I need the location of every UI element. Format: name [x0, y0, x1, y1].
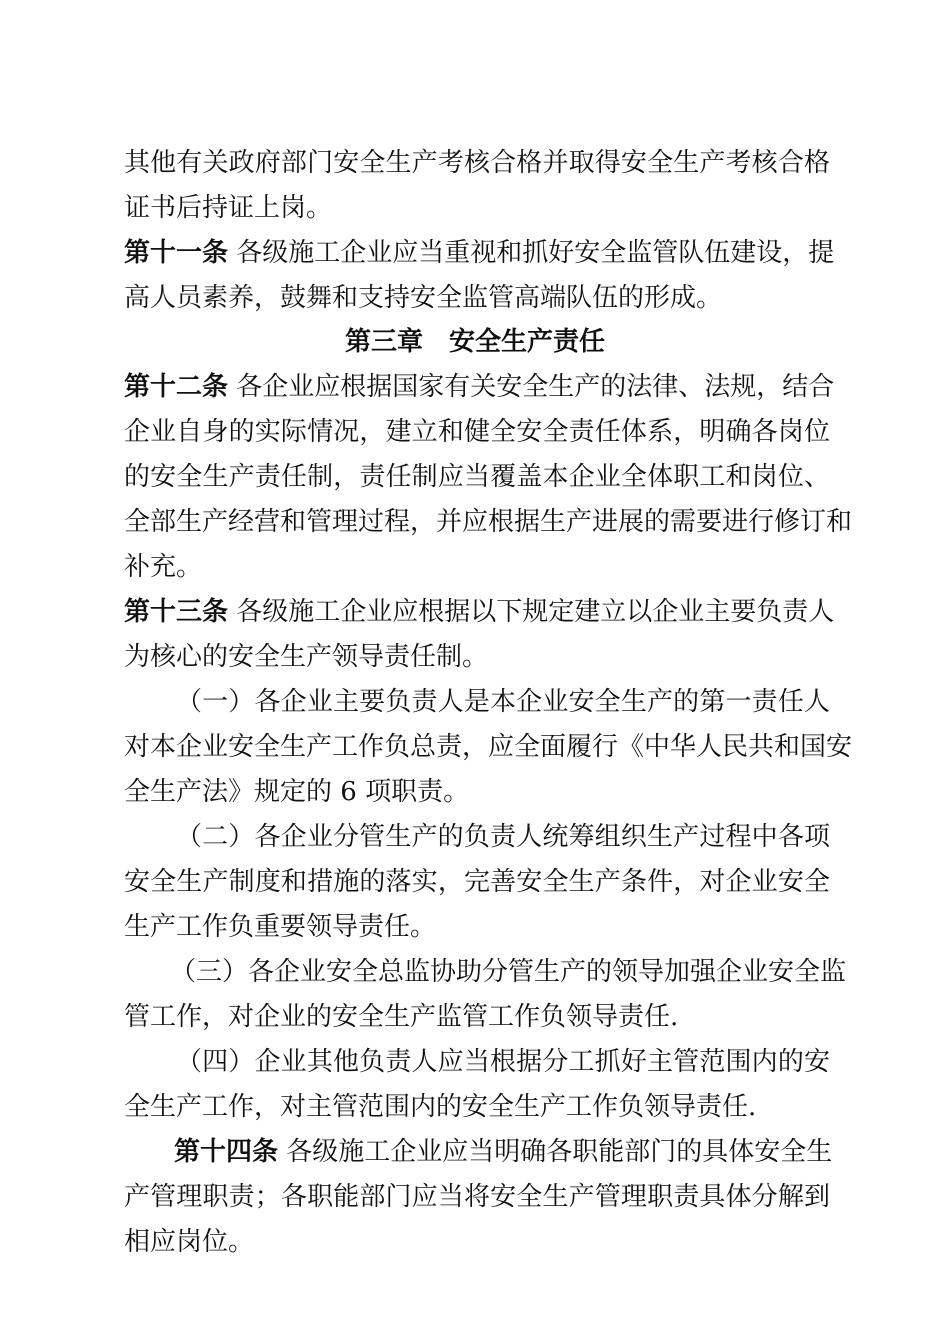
- paragraph-line: 相应岗位。: [124, 1227, 255, 1257]
- paragraph-line: 为核心的安全生产领导责任制。: [124, 642, 489, 672]
- paragraph-line: 企业自身的实际情况，建立和健全安全责任体系，明确各岗位: [124, 417, 830, 447]
- article-14-line: [174, 1132, 833, 1172]
- article-text: 各级施工企业应当重视和抓好安全监管队伍建设，提: [228, 238, 835, 268]
- paragraph-line: 的安全生产责任制，责任制应当覆盖本企业全体职工和岗位、: [124, 462, 830, 492]
- paragraph-line: 全生产法》规定的 6 项职责。: [124, 777, 470, 807]
- article-text: 各级施工企业应根据以下规定建立以企业主要负责人: [228, 597, 835, 627]
- paragraph-line: 对本企业安全生产工作负总责，应全面履行《中华人民共和国安: [124, 732, 853, 762]
- paragraph-line: 安全生产制度和措施的落实，完善安全生产条件，对企业安全: [124, 867, 830, 897]
- article-13-line: [124, 592, 835, 632]
- article-number: 第十一条: [124, 238, 229, 268]
- paragraph-line: 高人员素养，鼓舞和支持安全监管高端队伍的形成。: [124, 283, 723, 313]
- article-text: 各级施工企业应当明确各职能部门的具体安全生: [278, 1137, 833, 1167]
- list-item-line: （四）企业其他负责人应当根据分工抓好主管范围内的安: [176, 1047, 830, 1077]
- article-12-line: [124, 367, 835, 407]
- article-text: 各企业应根据国家有关安全生产的法律、法规，结合: [228, 372, 835, 402]
- paragraph-line: 管工作，对企业的安全生产监管工作负领导责任.: [124, 1002, 679, 1032]
- chapter-heading: [0, 322, 950, 362]
- list-item-line: （二）各企业分管生产的负责人统筹组织生产过程中各项: [176, 822, 830, 852]
- list-item-line: （三）各企业安全总监协助分管生产的领导加强企业安全监: [170, 957, 847, 987]
- chapter-number: 第三章: [344, 327, 423, 357]
- article-11-line: [124, 233, 835, 273]
- paragraph-line: 全生产工作，对主管范围内的安全生产工作负领导责任.: [124, 1092, 757, 1122]
- paragraph-line: 生产工作负重要领导责任。: [124, 912, 437, 942]
- article-number: 第十二条: [124, 372, 229, 402]
- chapter-title: 安全生产责任: [449, 327, 606, 357]
- paragraph-line: 其他有关政府部门安全生产考核合格并取得安全生产考核合格: [124, 148, 830, 178]
- paragraph-line: 证书后持证上岗。: [124, 193, 333, 223]
- paragraph-line: 产管理职责；各职能部门应当将安全生产管理职责具体分解到: [124, 1182, 830, 1212]
- article-number: 第十三条: [124, 597, 229, 627]
- paragraph-line: 补充。: [124, 552, 203, 582]
- paragraph-line: 全部生产经营和管理过程，并应根据生产进展的需要进行修订和: [124, 507, 853, 537]
- article-number: 第十四条: [174, 1137, 279, 1167]
- list-item-line: （一）各企业主要负责人是本企业安全生产的第一责任人: [176, 687, 830, 717]
